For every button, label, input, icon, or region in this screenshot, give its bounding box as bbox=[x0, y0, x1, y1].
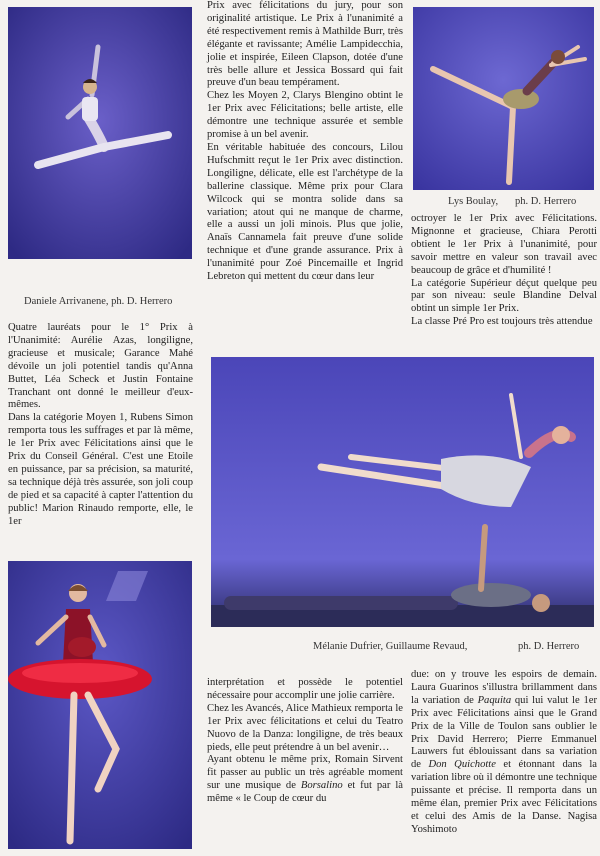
paragraph bbox=[207, 754, 403, 806]
article-column-right-top bbox=[411, 213, 597, 329]
article-column-middle-top bbox=[207, 0, 403, 284]
dancer-red-tutu-image bbox=[8, 561, 192, 849]
paragraph: Quatre lauréats pour le 1° Prix à l'Unanimité: Aurélie Azas, longiligne, gracieuse et musicale; Garance Mahé dévoile un joli potentiel tandis qu'Anna Buttet, Léa Scheck et Justin Fontaine Tranchant ont donné le meilleur d'eux-mêmes. bbox=[8, 322, 193, 411]
caption-melanie-credit: ph. D. Herrero bbox=[518, 641, 580, 652]
title-don-quichotte: Don Quichotte bbox=[428, 759, 496, 771]
photo-melanie-guillaume bbox=[211, 357, 594, 627]
paragraph: octroyer le 1er Prix avec Félicitations. Mignonne et gracieuse, Chiara Perotti obtient le 1er Prix à l'unanimité, pour savoir mettre en valeur son travail avec beaucoup de grâce et d'humilité ! bbox=[411, 213, 597, 276]
caption-melanie-names: Mélanie Dufrier, Guillaume Revaud, bbox=[313, 641, 468, 652]
dance-pair-lift-image bbox=[211, 357, 594, 627]
text-span: Ayant obtenu le même prix, Romain Sirvent fit passer au public un très agréable moment sur une musique de bbox=[207, 754, 403, 792]
paragraph: Chez les Avancés, Alice Mathieux remporta le 1er Prix avec félicitations et celui du Teatro Nuovo de la Danza: longiligne, de très beaux pieds, elle peut prétendre à un bel avenir… bbox=[207, 702, 404, 753]
paragraph: La classe Pré Pro est toujours très attendue bbox=[411, 316, 593, 328]
paragraph: interprétation et possède le potentiel nécessaire pour accomplir une jolie carrière. bbox=[207, 677, 403, 701]
paragraph: En véritable habituée des concours, Lilou Hufschmitt reçut le 1er Prix avec distinction. Longiligne, délicate, elle est l'archétype de la ballerine classique. Même prix pour Clara Wilcock qui se montra solide dans sa variation; atout qui ne manque de charme, elle a aussi un joli minois. Plus que jolie, Anaïs Cannamela fait preuve d'une solide technique et d'une grande assurance. Prix à l'unanimité pour Zoé Pincemaille et Ingrid Lebreton qui mettent du cœur dans leur bbox=[207, 141, 403, 283]
article-column-right-bottom bbox=[411, 669, 597, 837]
text-span: due: on y trouve les espoirs de demain. Laura Guarinos s'illustra brillamment dans la variation de bbox=[411, 669, 597, 706]
photo-daniele-arrivanene bbox=[8, 7, 192, 259]
article-column-middle-bottom bbox=[207, 677, 403, 806]
title-paquita: Paquita bbox=[477, 694, 512, 706]
paragraph: Chez les Moyen 2, Clarys Blengino obtint le 1er Prix avec Félicitations; belle artiste, elle démontre une technique assurée et semble promise à un bel avenir. bbox=[207, 90, 403, 141]
caption-lys-name: Lys Boulay, bbox=[448, 196, 499, 207]
caption-lys-credit: ph. D. Herrero bbox=[515, 196, 577, 207]
title-borsalino: Borsalino bbox=[300, 780, 343, 792]
photo-lys-boulay bbox=[413, 7, 594, 190]
caption-daniele: Daniele Arrivanene, ph. D. Herrero bbox=[24, 296, 173, 307]
text-span: et fut par là même « le Coup de cœur du bbox=[207, 780, 403, 805]
text-span: et étonnant dans la variation libre où il démontre une technique puissante et précise. Il remporta dans un même élan, premier Prix avec Félicitations et celui des Amis de la Danse. Nagisa Yoshimoto bbox=[411, 759, 597, 835]
paragraph bbox=[411, 669, 597, 837]
article-column-left bbox=[8, 322, 193, 529]
paragraph: Dans la catégorie Moyen 1, Rubens Simon remporta tous les suffrages et par là même, le 1er Prix avec Félicitations ainsi que le Prix du Conseil Général. C'est une Etoile en puissance, par sa précision, sa maturité, sa technique déjà très assurée, son joli coup de pied et sa capacité à capter l'attention du public! Marion Rinaudo remporte, elle, le 1er bbox=[8, 412, 193, 527]
paragraph: La catégorie Supérieur déçut quelque peu par son niveau: seule Blandine Delval obtint un simple 1er Prix. bbox=[411, 277, 597, 315]
photo-red-tutu-dancer bbox=[8, 561, 192, 849]
dancer-leaping-image bbox=[8, 7, 192, 259]
text-span: qui lui valut le 1er Prix avec Félicitations ainsi que le Grand Prix de la Ville de Toulon sans oublier le Prix David Herrero; Pierre Emmanuel Lauwers fut éblouissant dans sa variation de bbox=[411, 694, 597, 771]
paragraph: Prix avec félicitations du jury, pour son originalité artistique. Le Prix à l'unanimité a été respectivement remis à Mathilde Burr, très élégante et ravissante; Amélie Lampidecchia, jolie et inspirée, Eileen Clapson, dotée d'une très belle allure et Jessica Bossard qui fait preuve d'un beau tempérament. bbox=[207, 0, 403, 89]
dancer-arabesque-image bbox=[413, 7, 594, 190]
